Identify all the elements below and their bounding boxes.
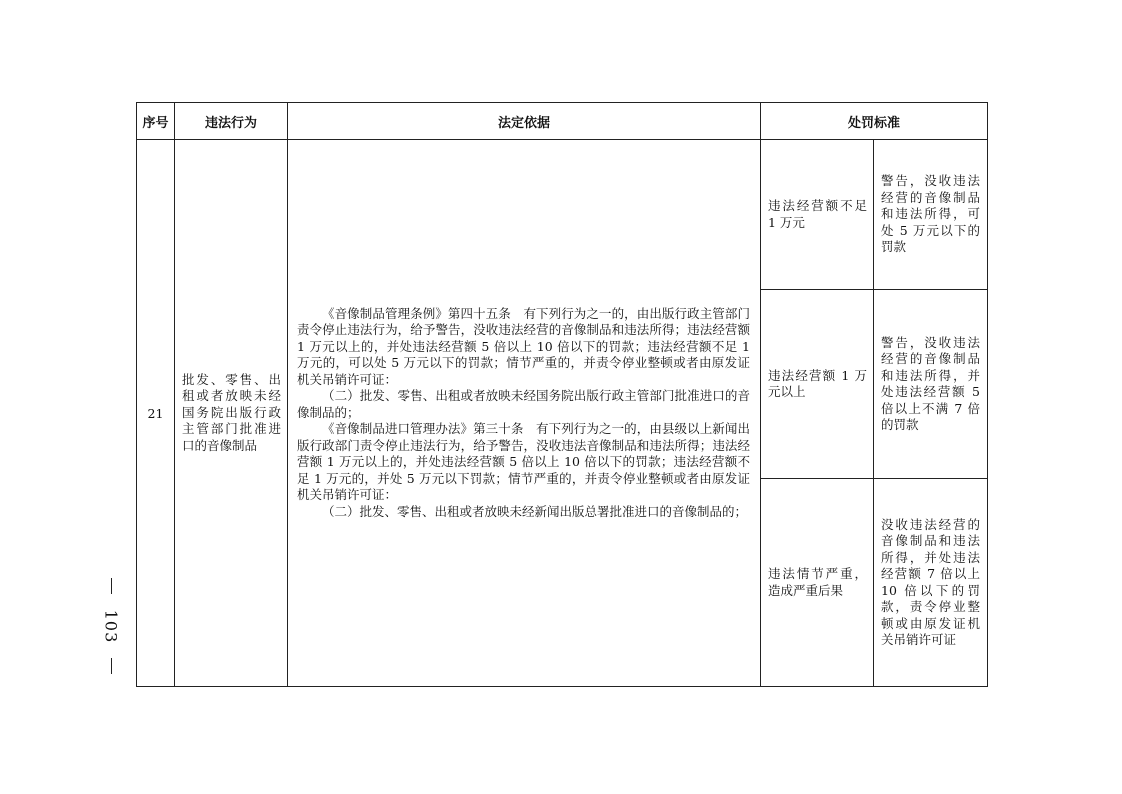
- penalty-table: [136, 102, 988, 687]
- penalty-condition: 违法情节严重，造成严重后果: [761, 479, 874, 687]
- penalty-standard: 警告，没收违法经营的音像制品和违法所得，可处 5 万元以下的罚款: [874, 140, 988, 290]
- penalty-standard: 没收违法经营的音像制品和违法所得，并处违法经营额 7 倍以上 10 倍以下的罚款，责令停业整顿或由原发证机关吊销许可证: [874, 479, 988, 687]
- penalty-standard: 警告，没收违法经营的音像制品和违法所得，并处违法经营额 5 倍以上不满 7 倍的罚款: [874, 290, 988, 479]
- basis-paragraph: 《音像制品管理条例》第四十五条 有下列行为之一的，由出版行政主管部门责令停止违法行为，给予警告，没收违法经营的音像制品和违法所得；违法经营额 1 万元以上的，并处违法经营额 5 倍以上 10 倍以下的罚款；违法经营额不足 1 万元的，可以处 5 万元以下的罚款；情节严重的，并责令停业整顿或者由原发证机关吊销许可证：: [297, 305, 750, 387]
- penalty-condition: 违法经营额不足 1 万元: [761, 140, 874, 290]
- page-number-dash: [111, 658, 112, 674]
- header-act: 违法行为: [175, 103, 288, 140]
- table-row: [137, 140, 988, 290]
- basis-paragraph: （二）批发、零售、出租或者放映未经新闻出版总署批准进口的音像制品的；: [322, 503, 748, 519]
- basis-paragraph: 《音像制品进口管理办法》第三十条 有下列行为之一的，由县级以上新闻出版行政部门责令停止违法行为，给予警告，没收违法音像制品和违法所得；违法经营额 1 万元以上的，并处违法经营额 5 倍以上 10 倍以下的罚款；违法经营额不足 1 万元的，并处 5 万元以下罚款；情节严重的，并责令停业整顿或者由原发证机关吊销许可证：: [297, 421, 750, 503]
- violation-act: 批发、零售、出租或者放映未经国务院出版行政主管部门批准进口的音像制品: [175, 140, 288, 687]
- page-number-dash: [111, 578, 112, 594]
- page-number: 103: [101, 609, 121, 643]
- header-basis: 法定依据: [288, 103, 761, 140]
- page-number-block: [96, 578, 126, 674]
- header-penalty: 处罚标准: [761, 103, 988, 140]
- basis-paragraph: （二）批发、零售、出租或者放映未经国务院出版行政主管部门批准进口的音像制品的；: [297, 388, 750, 420]
- penalty-condition: 违法经营额 1 万元以上: [761, 290, 874, 479]
- legal-basis: [288, 140, 761, 687]
- row-seq: 21: [137, 140, 175, 687]
- header-row: [137, 103, 988, 140]
- header-seq: 序号: [137, 103, 175, 140]
